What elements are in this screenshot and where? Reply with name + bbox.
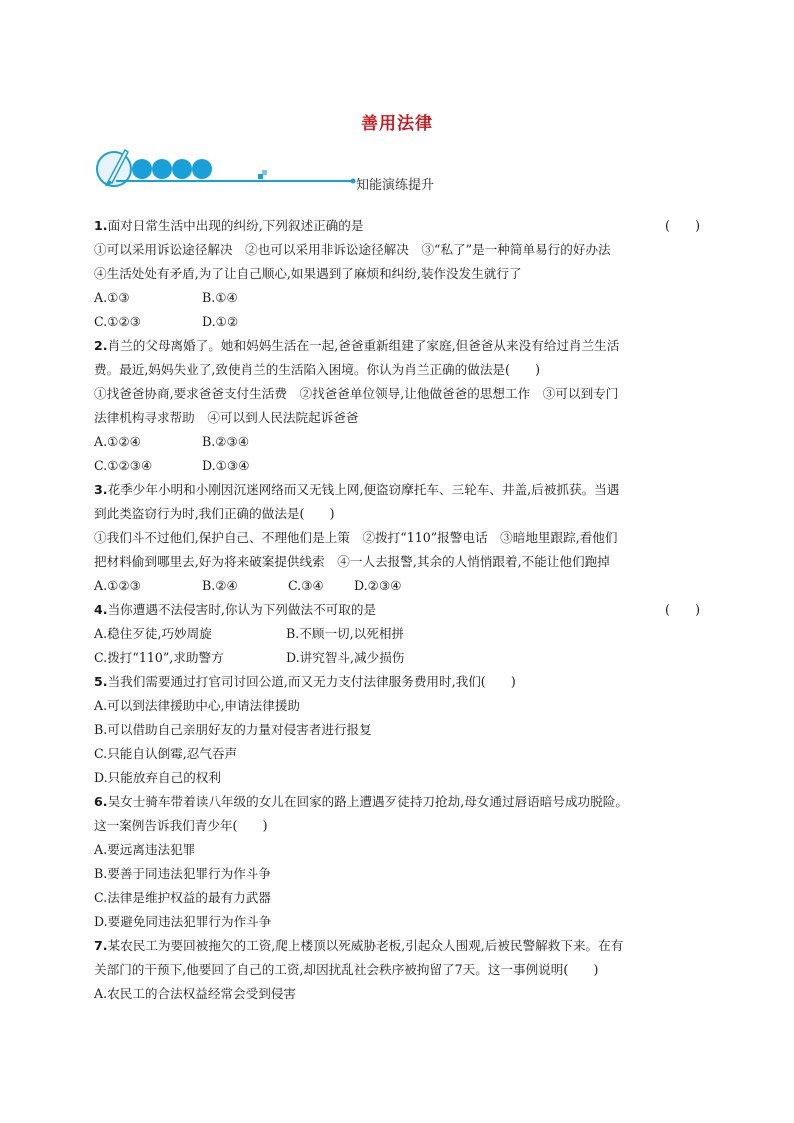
question-2-options bbox=[94, 430, 704, 454]
banner-dot bbox=[351, 179, 356, 184]
option-a[interactable]: A.①②④ bbox=[94, 434, 141, 449]
option-b[interactable]: B.②③④ bbox=[202, 434, 250, 449]
question-2-options bbox=[94, 454, 704, 478]
option-b[interactable]: B.①④ bbox=[202, 290, 238, 305]
question-4-options bbox=[94, 622, 704, 646]
option-a[interactable]: A.可以到法律援助中心,申请法律援助 bbox=[94, 698, 301, 713]
question-6-stem: 6.吴女士骑车带着读八年级的女儿在回家的路上遭遇歹徒持刀抢劫,母女通过唇语暗号成功脱险。 bbox=[94, 794, 628, 809]
question-4-options bbox=[94, 646, 704, 670]
option-b[interactable]: B.可以借助自己亲朋好友的力量对侵害者进行报复 bbox=[94, 722, 372, 737]
question-4-stem: 4.当你遭遇不法侵害时,你认为下列做法不可取的是 ( ) bbox=[94, 598, 704, 622]
question-2-stem: 费。最近,妈妈失业了,致使肖兰的生活陷入困境。你认为肖兰正确的做法是( ) bbox=[94, 362, 541, 377]
option-a[interactable]: A.稳住歹徒,巧妙周旋 bbox=[94, 626, 212, 641]
section-label: 知能演练提升 bbox=[356, 178, 435, 193]
option-a[interactable]: A.①③ bbox=[94, 290, 130, 305]
answer-paren: ( ) bbox=[664, 602, 700, 617]
question-1-statement: ④生活处处有矛盾,为了让自己顺心,如果遇到了麻烦和纠纷,装作没发生就行了 bbox=[94, 266, 522, 281]
option-b[interactable]: B.要善于同违法犯罪行为作斗争 bbox=[94, 866, 271, 881]
question-1-options bbox=[94, 286, 704, 310]
option-d[interactable]: D.要避免同违法犯罪行为作斗争 bbox=[94, 914, 272, 929]
option-d[interactable]: D.只能放弃自己的权利 bbox=[94, 770, 221, 785]
question-2-statement: 法律机构寻求帮助 ④可以到人民法院起诉爸爸 bbox=[94, 410, 359, 425]
question-7-stem: 关部门的干预下,他要回了自己的工资,却因扰乱社会秩序被拘留了7天。这一事例说明( ) bbox=[94, 962, 599, 977]
option-b[interactable]: B.②④ bbox=[202, 578, 238, 593]
option-d[interactable]: D.①③④ bbox=[202, 458, 250, 473]
answer-paren: ( ) bbox=[664, 218, 700, 233]
question-6-stem: 这一案例告诉我们青少年( ) bbox=[94, 818, 268, 833]
option-b[interactable]: B.不顾一切,以死相拼 bbox=[286, 626, 405, 641]
question-2-stem: 2.肖兰的父母离婚了。她和妈妈生活在一起,爸爸重新组建了家庭,但爸爸从来没有给过肖兰生活 bbox=[94, 338, 620, 353]
option-a[interactable]: A.要远离违法犯罪 bbox=[94, 842, 196, 857]
page-title: 善用法律 bbox=[361, 114, 433, 134]
option-c[interactable]: C.③④ bbox=[288, 578, 324, 593]
option-c[interactable]: C.法律是维护权益的最有力武器 bbox=[94, 890, 271, 905]
option-c[interactable]: C.①②③ bbox=[94, 314, 142, 329]
option-c[interactable]: C.拨打“110”,求助警方 bbox=[94, 650, 224, 665]
option-c[interactable]: C.①②③④ bbox=[94, 458, 153, 473]
option-c[interactable]: C.只能自认倒霉,忍气吞声 bbox=[94, 746, 238, 761]
option-a[interactable]: A.农民工的合法权益经常会受到侵害 bbox=[94, 986, 297, 1001]
option-d[interactable]: D.①② bbox=[202, 314, 239, 329]
question-1-stem: 1.面对日常生活中出现的纠纷,下列叙述正确的是 ( ) bbox=[94, 214, 704, 238]
question-3-options bbox=[94, 574, 704, 598]
question-3-stem: 到此类盗窃行为时,我们正确的做法是( ) bbox=[94, 506, 335, 521]
option-d[interactable]: D.②③④ bbox=[354, 578, 402, 593]
question-list bbox=[94, 214, 704, 1006]
option-d[interactable]: D.讲究智斗,减少损伤 bbox=[286, 650, 405, 665]
question-3-statement: 把材料偷到哪里去,好为将来破案提供线索 ④一人去报警,其余的人悄悄跟着,不能让他们跑掉 bbox=[94, 554, 610, 569]
banner-line bbox=[116, 180, 352, 182]
question-7-stem: 7.某农民工为要回被拖欠的工资,爬上楼顶以死威胁老板,引起众人围观,后被民警解救下来。在有 bbox=[94, 938, 624, 953]
question-1-options bbox=[94, 310, 704, 334]
question-1-statement: ①可以采用诉讼途径解决 ②也可以采用非诉讼途径解决 ③“私了”是一种简单易行的好办法 bbox=[94, 242, 611, 257]
question-5-stem: 5.当我们需要通过打官司讨回公道,而又无力支付法律服务费用时,我们( ) bbox=[94, 674, 516, 689]
option-a[interactable]: A.①②③ bbox=[94, 578, 141, 593]
question-3-statement: ①我们斗不过他们,保护自己、不理他们是上策 ②拨打“110”报警电话 ③暗地里跟踪,看他们 bbox=[94, 530, 618, 545]
question-2-statement: ①找爸爸协商,要求爸爸支付生活费 ②找爸爸单位领导,让他做爸爸的思想工作 ③可以到专门 bbox=[94, 386, 619, 401]
decorative-circles bbox=[132, 159, 212, 179]
question-3-stem: 3.花季少年小明和小刚因沉迷网络而又无钱上网,便盗窃摩托车、三轮车、井盖,后被抓获。当遇 bbox=[94, 482, 620, 497]
